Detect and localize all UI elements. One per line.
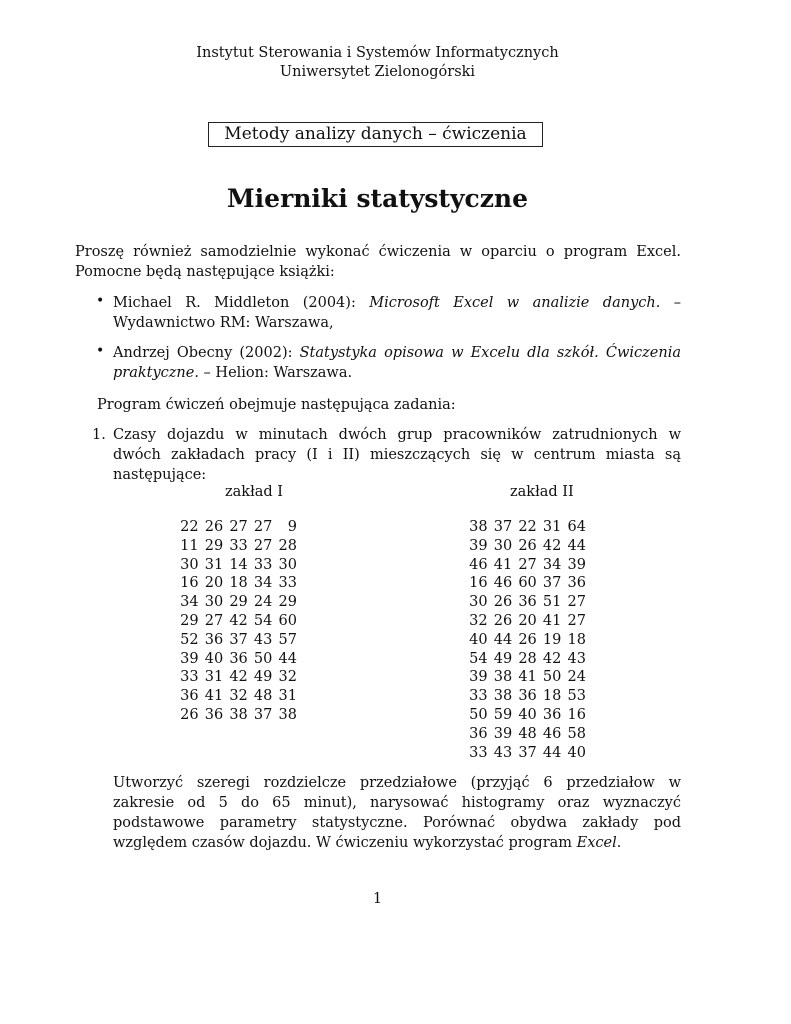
table-cell: 26 <box>518 537 537 554</box>
table-cell: 38 <box>469 519 488 535</box>
page-title: Mierniki statystyczne <box>227 184 528 213</box>
institute-name: Instytut Sterowania i Systemów Informatycznych <box>196 45 559 61</box>
table-cell: 36 <box>229 650 248 667</box>
table-cell: 32 <box>229 688 248 705</box>
table-row <box>463 706 586 725</box>
institute-header <box>0 44 755 82</box>
table-cell: 41 <box>493 556 513 573</box>
table-cell: 39 <box>180 650 199 667</box>
table-cell: 18 <box>229 575 248 592</box>
table-cell: 33 <box>180 669 199 686</box>
plant2-table <box>463 518 586 762</box>
table-cell: 37 <box>493 519 513 535</box>
table-cell: 39 <box>567 556 586 573</box>
book-author: Michael R. Middleton (2004): <box>113 295 370 311</box>
program-intro: Program ćwiczeń obejmuje następująca zadania: <box>97 397 456 413</box>
book-author: Andrzej Obecny (2002): <box>113 345 300 361</box>
table-cell: 33 <box>229 537 248 554</box>
intro-paragraph: Proszę również samodzielnie wykonać ćwiczenia w oparciu o program Excel. Pomocne będą następujące książki: <box>75 244 681 280</box>
table-cell: 27 <box>253 537 273 554</box>
table-row <box>174 650 297 669</box>
book-publisher: – Wydawnictwo RM: Warszawa, <box>113 295 681 331</box>
table-cell: 31 <box>204 669 224 686</box>
table-cell: 43 <box>253 631 273 648</box>
table-row <box>463 518 586 537</box>
table-cell: 48 <box>518 725 537 742</box>
table-cell: 29 <box>180 612 199 629</box>
table-cell: 33 <box>469 688 488 705</box>
plant2-label: zakład II <box>510 484 574 500</box>
table-cell: 11 <box>180 537 199 554</box>
book-item-1 <box>113 293 681 333</box>
table-cell: 26 <box>518 631 537 648</box>
table-cell: 54 <box>253 612 273 629</box>
summary-text: Utworzyć szeregi rozdzielcze przedziałowe (przyjąć 6 przedziałow w zakresie od 5 do 65 minut), narysować histogramy oraz wyznaczyć podstawowe parametry statystyczne. Porównać obydwa zakłady pod względem czasów dojazdu. W ćwiczeniu wykorzystać program <box>113 775 681 851</box>
table-cell: 28 <box>518 650 537 667</box>
table-cell: 26 <box>493 612 513 629</box>
table-cell: 32 <box>469 612 488 629</box>
table-cell: 18 <box>542 688 562 705</box>
table-cell: 24 <box>567 669 586 686</box>
table-cell: 31 <box>204 556 224 573</box>
course-title: Metody analizy danych – ćwiczenia <box>224 124 527 144</box>
table-cell: 60 <box>278 612 297 629</box>
task-number: 1. <box>92 427 106 443</box>
table-row <box>463 744 586 763</box>
table-row <box>174 631 297 650</box>
table-cell: 37 <box>518 744 537 761</box>
table-row <box>463 668 586 687</box>
table-cell: 53 <box>567 688 586 705</box>
table-cell: 36 <box>567 575 586 592</box>
table-cell: 30 <box>204 594 224 611</box>
table-row <box>174 687 297 706</box>
table-cell: 38 <box>493 669 513 686</box>
table-cell: 36 <box>204 631 224 648</box>
table-cell: 38 <box>493 688 513 705</box>
table-cell: 41 <box>542 612 562 629</box>
table-row <box>174 612 297 631</box>
table-cell: 16 <box>567 706 586 723</box>
table-cell: 20 <box>204 575 224 592</box>
table-cell: 50 <box>542 669 562 686</box>
table-cell: 20 <box>518 612 537 629</box>
table-cell: 42 <box>542 650 562 667</box>
summary-end: . <box>616 835 622 851</box>
table-cell: 44 <box>493 631 513 648</box>
table-cell: 36 <box>180 688 199 705</box>
table-cell: 36 <box>518 594 537 611</box>
table-cell: 41 <box>518 669 537 686</box>
table-cell: 39 <box>469 669 488 686</box>
table-cell: 34 <box>253 575 273 592</box>
table-cell: 38 <box>229 706 248 723</box>
table-cell: 27 <box>567 594 586 611</box>
table-cell: 37 <box>229 631 248 648</box>
table-cell: 33 <box>469 744 488 761</box>
table-cell: 39 <box>469 537 488 554</box>
table-row <box>174 537 297 556</box>
table-cell: 34 <box>180 594 199 611</box>
table-cell: 41 <box>204 688 224 705</box>
table-cell: 50 <box>253 650 273 667</box>
table-cell: 37 <box>542 575 562 592</box>
table-row <box>174 593 297 612</box>
table-cell: 40 <box>469 631 488 648</box>
table-cell: 52 <box>180 631 199 648</box>
book-title: Statystyka opisowa w Excelu dla szkół. Ćwiczenia praktyczne. <box>113 345 681 381</box>
table-cell: 29 <box>278 594 297 611</box>
table-cell: 58 <box>567 725 586 742</box>
table-cell: 27 <box>229 519 248 535</box>
table-row <box>174 668 297 687</box>
table-row <box>174 518 297 537</box>
plant1-label: zakład I <box>225 484 284 500</box>
table-cell: 19 <box>542 631 562 648</box>
task-summary <box>113 773 681 853</box>
table-row <box>174 706 297 725</box>
table-row <box>463 537 586 556</box>
table-cell: 50 <box>469 706 488 723</box>
table-cell: 31 <box>278 688 297 705</box>
book-publisher: – Helion: Warszawa. <box>198 365 353 381</box>
table-cell: 30 <box>493 537 513 554</box>
table-cell: 36 <box>469 725 488 742</box>
table-cell: 31 <box>542 519 562 535</box>
plant1-table <box>174 518 297 725</box>
table-cell: 36 <box>542 706 562 723</box>
book-title: Microsoft Excel w analizie danych. <box>369 295 661 311</box>
table-cell: 22 <box>180 519 199 535</box>
table-cell: 64 <box>567 519 586 535</box>
table-cell: 30 <box>469 594 488 611</box>
table-cell: 27 <box>567 612 586 629</box>
table-cell: 44 <box>278 650 297 667</box>
table-cell: 16 <box>180 575 199 592</box>
table-cell: 40 <box>567 744 586 761</box>
table-cell: 42 <box>229 669 248 686</box>
book-item-2 <box>113 343 681 383</box>
table-cell: 54 <box>469 650 488 667</box>
table-cell: 44 <box>567 537 586 554</box>
table-cell: 30 <box>278 556 297 573</box>
table-cell: 28 <box>278 537 297 554</box>
table-cell: 46 <box>542 725 562 742</box>
table-cell: 39 <box>493 725 513 742</box>
table-row <box>463 650 586 669</box>
table-cell: 46 <box>469 556 488 573</box>
table-cell: 27 <box>253 519 273 535</box>
table-cell: 36 <box>518 688 537 705</box>
table-cell: 24 <box>253 594 273 611</box>
table-cell: 27 <box>204 612 224 629</box>
table-cell: 26 <box>493 594 513 611</box>
table-row <box>174 556 297 575</box>
table-cell: 36 <box>204 706 224 723</box>
table-cell: 32 <box>278 669 297 686</box>
table-cell: 37 <box>253 706 273 723</box>
table-row <box>463 556 586 575</box>
table-row <box>463 593 586 612</box>
table-row <box>463 574 586 593</box>
table-cell: 42 <box>229 612 248 629</box>
summary-program: Excel <box>576 835 617 851</box>
table-cell: 60 <box>518 575 537 592</box>
table-row <box>463 725 586 744</box>
table-cell: 46 <box>493 575 513 592</box>
table-row <box>463 612 586 631</box>
table-cell: 51 <box>542 594 562 611</box>
bullet-icon: • <box>96 293 105 309</box>
table-cell: 33 <box>278 575 297 592</box>
university-name: Uniwersytet Zielonogórski <box>279 64 476 80</box>
table-cell: 26 <box>180 706 199 723</box>
table-cell: 44 <box>542 744 562 761</box>
table-cell: 34 <box>542 556 562 573</box>
table-cell: 14 <box>229 556 248 573</box>
table-cell: 38 <box>278 706 297 723</box>
table-row <box>463 631 586 650</box>
table-cell: 16 <box>469 575 488 592</box>
table-cell: 59 <box>493 706 513 723</box>
table-cell: 26 <box>204 519 224 535</box>
table-cell: 42 <box>542 537 562 554</box>
table-cell: 18 <box>567 631 586 648</box>
page-number: 1 <box>372 891 383 907</box>
table-cell: 29 <box>204 537 224 554</box>
table-cell: 49 <box>253 669 273 686</box>
table-cell: 27 <box>518 556 537 573</box>
table-cell: 57 <box>278 631 297 648</box>
table-cell: 40 <box>204 650 224 667</box>
table-cell: 33 <box>253 556 273 573</box>
table-cell: 22 <box>518 519 537 535</box>
table-row <box>174 574 297 593</box>
table-cell: 49 <box>493 650 513 667</box>
bullet-icon: • <box>96 343 105 359</box>
table-cell: 29 <box>229 594 248 611</box>
table-cell: 48 <box>253 688 273 705</box>
table-cell: 9 <box>287 519 297 535</box>
table-cell: 43 <box>567 650 586 667</box>
task-text: Czasy dojazdu w minutach dwóch grup pracowników zatrudnionych w dwóch zakładach pracy (I i II) mieszczących się w centrum miasta są następujące: <box>113 427 681 483</box>
table-cell: 30 <box>180 556 199 573</box>
table-cell: 40 <box>518 706 537 723</box>
table-cell: 43 <box>493 744 513 761</box>
course-title-box <box>208 122 543 147</box>
table-row <box>463 687 586 706</box>
